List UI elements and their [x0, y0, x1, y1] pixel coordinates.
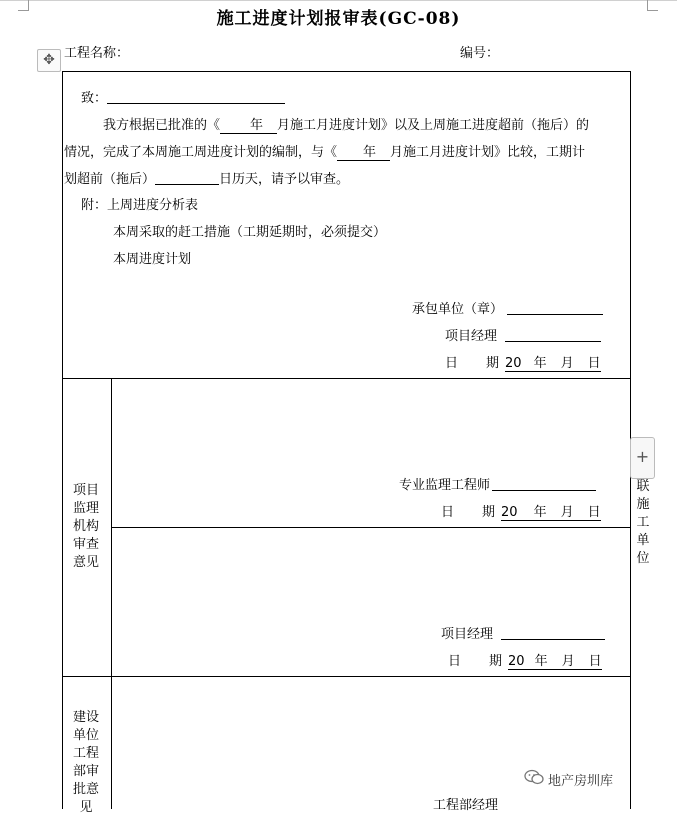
contractor-label: 承包单位（章）: [412, 302, 504, 317]
paragraph-line-3: [64, 168, 349, 187]
contractor-signature[interactable]: [412, 298, 603, 317]
date-row-3[interactable]: [448, 650, 602, 670]
year-label-1: 年: [250, 118, 264, 133]
page-top-border: [0, 0, 677, 1]
date-month: 月: [560, 356, 574, 371]
date-day: 日: [587, 356, 601, 371]
manager-signature-1[interactable]: [445, 325, 601, 344]
para-text-a: 我方根据已批准的《: [103, 118, 221, 133]
date-20: 20: [505, 356, 522, 371]
date-label-ri: 日: [445, 356, 459, 371]
line3-text-b: 日历天，请予以审查。: [219, 172, 350, 187]
year-label-2: 年: [363, 145, 377, 160]
date-year: 年: [534, 654, 548, 669]
date-blank-3[interactable]: [508, 650, 602, 670]
paragraph-line-2: [64, 141, 585, 161]
manager-signature-2[interactable]: [441, 623, 605, 642]
table-divider-2: [62, 676, 631, 677]
manager-label-1: 项目经理: [445, 329, 498, 344]
plus-icon: +: [635, 447, 650, 466]
date-20: 20: [508, 654, 525, 669]
date-label-qi: 期: [486, 356, 500, 371]
dept-manager-label: 工程部经理: [433, 798, 499, 813]
copy-note: 联 施工单位: [636, 479, 650, 566]
form-title: 施工进度计划报审表(GC-08): [216, 9, 461, 29]
wechat-icon: [524, 769, 544, 785]
manager-blank-2[interactable]: [501, 625, 605, 640]
date-label-ri: 日: [441, 505, 455, 520]
table-divider-1: [62, 378, 631, 379]
line3-text-a: 划超前（拖后）: [64, 172, 156, 187]
year-blank-2[interactable]: [337, 141, 390, 161]
move-icon: ✥: [43, 52, 55, 68]
date-day: 日: [587, 505, 601, 520]
owner-approval-label: 建设单位工程部审批意见: [72, 710, 99, 815]
date-row-1[interactable]: [445, 352, 601, 372]
date-month: 月: [560, 505, 574, 520]
table-inner-column: [111, 378, 112, 809]
paragraph-line-1: [103, 114, 589, 134]
table-divider-inner: [111, 527, 631, 528]
date-row-2[interactable]: [441, 501, 601, 521]
date-20: 20: [501, 505, 518, 520]
table-move-handle[interactable]: [37, 49, 61, 72]
attachment-1: 附：上周进度分析表: [81, 198, 199, 213]
date-label-qi: 期: [482, 505, 496, 520]
year-blank-1[interactable]: [220, 114, 277, 134]
date-year: 年: [533, 356, 547, 371]
number-label: 编号：: [460, 46, 500, 61]
to-label: 致：: [81, 91, 108, 106]
to-field[interactable]: [81, 87, 285, 106]
days-blank[interactable]: [155, 170, 219, 185]
contractor-blank[interactable]: [507, 300, 603, 315]
to-blank[interactable]: [107, 89, 285, 104]
project-name-label: 工程名称：: [64, 46, 130, 61]
watermark-text: 地产房圳库: [548, 774, 614, 789]
add-row-button[interactable]: [630, 437, 655, 479]
date-label-qi: 期: [489, 654, 503, 669]
manager-label-2: 项目经理: [441, 627, 494, 642]
manager-blank-1[interactable]: [505, 327, 601, 342]
line2-text-a: 情况，完成了本周施工周进度计划的编制，与《: [64, 145, 338, 160]
month-plan-text-2: 月施工月进度计划》比较，工期计: [390, 145, 586, 160]
date-blank-1[interactable]: [505, 352, 601, 372]
supervision-opinion-label: 项目监理机构审查意见: [72, 483, 99, 570]
date-blank-2[interactable]: [501, 501, 601, 521]
attachment-3: 本周进度计划: [113, 252, 192, 267]
date-month: 月: [561, 654, 575, 669]
table-border-top: [62, 71, 631, 72]
engineer-signature[interactable]: [399, 474, 596, 493]
date-day: 日: [588, 654, 602, 669]
date-label-ri: 日: [448, 654, 462, 669]
engineer-blank[interactable]: [492, 476, 596, 491]
attachment-2: 本周采取的赶工措施（工期延期时，必须提交）: [113, 225, 387, 240]
engineer-label: 专业监理工程师: [399, 478, 491, 493]
table-border-left: [62, 71, 63, 809]
date-year: 年: [533, 505, 547, 520]
month-plan-text-1: 月施工月进度计划》以及上周施工进度超前（拖后）的: [277, 118, 590, 133]
